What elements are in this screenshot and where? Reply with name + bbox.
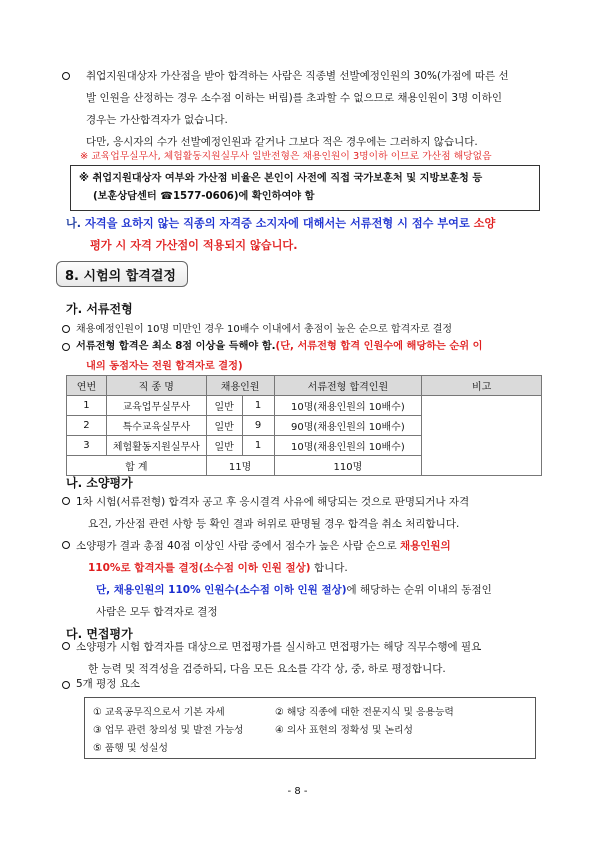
cell-total-count: 11명	[206, 456, 274, 476]
interview-bullet-1	[76, 636, 546, 680]
criterion-item: ④ 의사 표현의 정확성 및 논리성	[275, 725, 413, 736]
cell-pass: 10명(채용인원의 10배수)	[274, 396, 422, 416]
header-no: 연번	[67, 376, 107, 396]
section-8-title-box	[56, 261, 188, 287]
table-row	[67, 396, 542, 416]
doc-screen-bullet-1: 채용예정인원이 10명 미만인 경우 10배수 이내에서 총점이 높은 순으로 합격자로 결정	[76, 324, 453, 335]
cell-type: 일반	[206, 416, 242, 436]
interview-criteria-box	[84, 697, 536, 759]
text-line: 취업지원대상자 가산점을 받아 합격하는 사람은 직종별 선발예정인원의 30%(가점에 따른 선	[86, 70, 509, 82]
cell-pass: 10명(채용인원의 10배수)	[274, 436, 422, 456]
aptitude-line-3	[76, 579, 546, 601]
table-header-row	[67, 376, 542, 396]
label-na: 나.	[66, 217, 82, 230]
cell-count: 9	[242, 416, 274, 436]
bullet-circle-icon	[62, 642, 70, 650]
criterion-item: ③ 업무 관련 창의성 및 발전 가능성	[93, 725, 244, 736]
certificate-line-2: 평가 시 자격 가산점이 적용되지 않습니다.	[90, 239, 298, 252]
header-remarks: 비고	[422, 376, 542, 396]
cell-type: 일반	[206, 396, 242, 416]
paragraph-veteran-bonus	[86, 66, 545, 86]
header-pass-count: 서류전형 합격인원	[274, 376, 422, 396]
header-hire-count: 채용인원	[206, 376, 274, 396]
hire-count-highlight: 채용인원의	[399, 540, 451, 552]
cell-count: 1	[242, 436, 274, 456]
subsection-document-screening: 가. 서류전형	[66, 302, 133, 316]
cell-total-label: 합 계	[67, 456, 207, 476]
interview-bullet-2: 5개 평정 요소	[76, 678, 141, 690]
cell-job: 체험활동지원실무사	[106, 436, 206, 456]
note-no-bonus: ※ 교육업무실무사, 체험활동지원실무사 일반전형은 채용인원이 3명이하 이므로 가산점 해당없음	[80, 151, 492, 162]
doc-screen-bullet-2-line-1	[76, 337, 546, 357]
cell-type: 일반	[206, 436, 242, 456]
text-line: 발 인원을 산정하는 경우 소수점 이하는 버림)를 초과할 수 없으므로 채용인원이 3명 이하인	[86, 92, 502, 104]
subsection-aptitude-test: 나. 소양평가	[66, 476, 133, 490]
text-line: 1차 시험(서류전형) 합격자 공고 후 응시결격 사유에 해당되는 것으로 판명되거나 자격	[76, 496, 470, 508]
min-score-text: 서류전형 합격은 최소 8점 이상을 득해야 함.	[76, 341, 276, 352]
box-line: (보훈상담센터 ☎1577-0606)에 확인하여야 함	[93, 191, 315, 202]
tie-rule-highlight: 단, 채용인원의 110% 인원수(소수점 이하 인원 절상)	[96, 584, 347, 596]
bullet-circle-icon	[62, 541, 70, 549]
text-line: 소양평가 시험 합격자를 대상으로 면접평가를 실시하고 면접평가는 해당 직무수행에 필요	[76, 641, 482, 653]
text-line: 한 능력 및 적격성을 검증하되, 다음 모든 요소를 각각 상, 중, 하로 평정합니다.	[88, 663, 446, 675]
page-number: - 8 -	[287, 786, 308, 797]
bullet-circle-icon	[62, 343, 70, 351]
veteran-check-box	[70, 165, 540, 211]
text-line: 경우는 가산합격자가 없습니다.	[86, 114, 228, 126]
aptitude-bullet-2	[76, 535, 546, 623]
section-8-title: 8. 시험의 합격결정	[65, 268, 176, 284]
cell-job: 특수교육실무사	[106, 416, 206, 436]
header-job: 직 종 명	[106, 376, 206, 396]
doc-screen-bullet-2	[76, 337, 546, 377]
box-line: ※ 취업지원대상자 여부와 가산점 비율은 본인이 사전에 직접 국가보훈처 및 지방보훈청 등	[79, 173, 483, 184]
cell-no: 3	[67, 436, 107, 456]
cell-remarks	[422, 396, 542, 476]
bullet-circle-icon	[62, 72, 70, 80]
cell-no: 2	[67, 416, 107, 436]
certificate-red-text: 소양	[473, 217, 496, 230]
certificate-line-1	[66, 213, 546, 235]
text-span: 소양평가 결과 총점 40점 이상인 사람 중에서 점수가 높은 사람 순으로	[76, 540, 397, 552]
certificate-blue-text: 자격을 요하지 않는 직종의 자격증 소지자에 대해서는 서류전형 시 점수 부여로	[84, 217, 470, 230]
criterion-item: ② 해당 직종에 대한 전문지식 및 응용능력	[275, 707, 454, 718]
certificate-note	[66, 213, 546, 257]
aptitude-line-2	[76, 557, 546, 579]
criterion-item: ① 교육공무직으로서 기본 자세	[93, 707, 225, 718]
bullet-circle-icon	[62, 497, 70, 505]
text-line: 요건, 가산점 관련 사항 등 확인 결과 허위로 판명될 경우 합격을 취소 처리합니다.	[88, 518, 460, 530]
subsection-interview: 다. 면접평가	[66, 627, 133, 641]
paragraph-veteran-bonus-cont	[86, 88, 545, 152]
cell-pass: 90명(채용인원의 10배수)	[274, 416, 422, 436]
cell-no: 1	[67, 396, 107, 416]
tie-rule-line-2: 내의 동점자는 전원 합격자로 결정)	[86, 361, 243, 372]
pass-rule-highlight: 110%로 합격자를 결정(소수점 이하 인원 절상)	[88, 562, 311, 574]
document-screening-table	[66, 375, 542, 476]
bullet-circle-icon	[62, 681, 70, 689]
cell-count: 1	[242, 396, 274, 416]
text-line: 사람은 모두 합격자로 결정	[96, 606, 218, 618]
bullet-circle-icon	[62, 325, 70, 333]
aptitude-line-1	[76, 535, 546, 557]
aptitude-bullet-1	[76, 491, 546, 535]
tie-rule-text: (단, 서류전형 합격 인원수에 해당하는 순위 이	[275, 341, 483, 352]
cell-total-pass: 110명	[274, 456, 422, 476]
text-line: 다만, 응시자의 수가 선발예정인원과 같거나 그보다 적은 경우에는 그러하지 않습니다.	[86, 136, 478, 148]
text-span: 에 해당하는 순위 이내의 동점인	[346, 584, 492, 596]
text-span: 합니다.	[310, 562, 348, 574]
criterion-item: ⑤ 품행 및 성실성	[93, 743, 168, 754]
cell-job: 교육업무실무사	[106, 396, 206, 416]
